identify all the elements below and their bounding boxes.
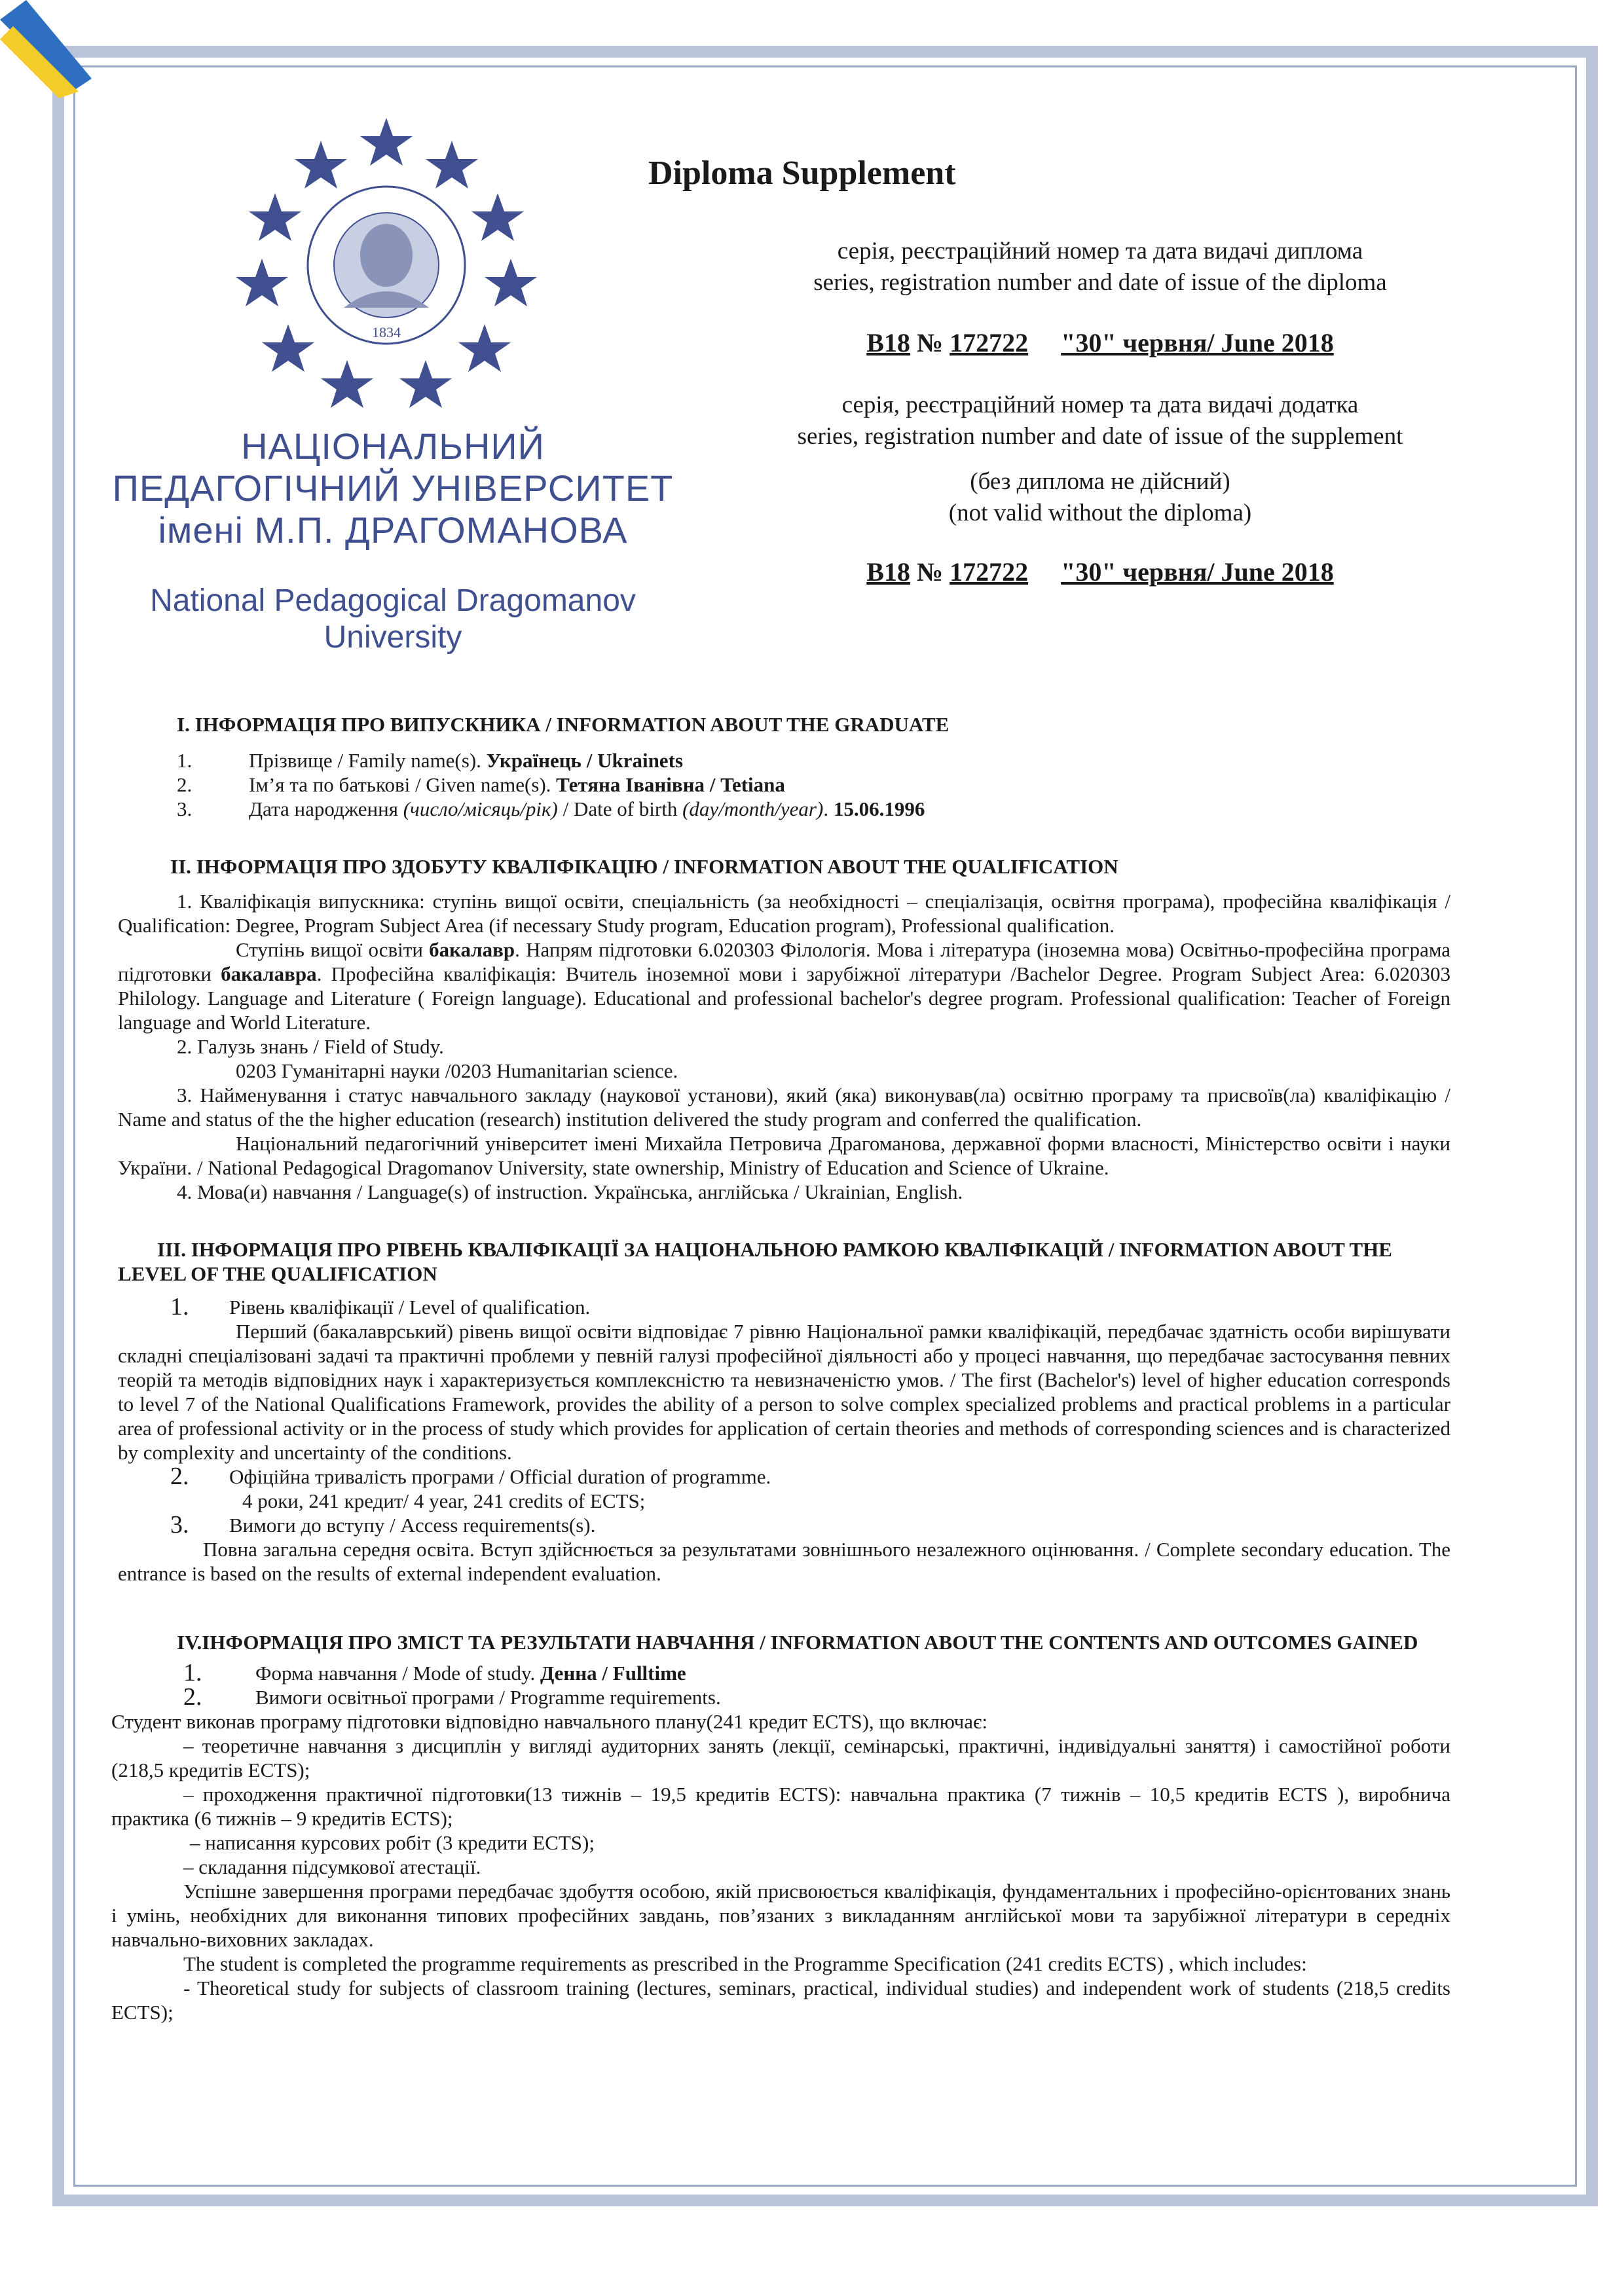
university-seal-icon [236, 111, 537, 412]
programme-outcome-en: The student is completed the programme requirements as prescribed in the Programme Specification (241 credits ECTS) , which includes: [183, 1952, 1307, 1975]
list-item: 3. Дата народження (число/місяць/рік) / Date of birth (day/month/year). 15.06.1996 [177, 797, 925, 820]
section-1-heading: I. ІНФОРМАЦІЯ ПРО ВИПУСКНИКА / INFORMATION ABOUT THE GRADUATE [177, 713, 950, 736]
list-item: 1. Форма навчання / Mode of study. Денна / Fulltime [183, 1659, 686, 1686]
field-of-study: 2. Галузь знань / Field of Study. [177, 1035, 444, 1058]
bullet-item: - Theoretical study for subjects of classroom training (lectures, seminars, practical, individual studies) and independent work of students (218,5 credits ECTS); [111, 1977, 1450, 2024]
section-1 [177, 712, 1421, 821]
section-2 [118, 854, 1450, 1204]
page-title: Diploma Supplement [648, 155, 956, 192]
diploma-reference-label: серія, реєстраційний номер та дата видачі диплома series, registration number and date of issue of the diploma [813, 238, 1387, 296]
ribbon-icon [0, 0, 98, 98]
university-name-en: National Pedagogical Dragomanov University [150, 583, 636, 655]
list-item: 3. Вимоги до вступу / Access requirements(s). [170, 1511, 596, 1539]
section-4-heading: IV.ІНФОРМАЦІЯ ПРО ЗМІСТ ТА РЕЗУЛЬТАТИ НАВЧАННЯ / INFORMATION ABOUT THE CONTENTS AND OUTCOMES GAINED [177, 1631, 1418, 1654]
svg-text:1834: 1834 [372, 324, 401, 340]
institution-paragraph: 3. Найменування і статус навчального закладу (наукової установи), який (яка) виконував(ла) освітню програму та присвоїв(ла) кваліфікацію / Name and status of the the higher education (research) institution delivered the study program and conferred the qualification. [118, 1084, 1450, 1131]
bullet-item: – проходження практичної підготовки(13 тижнів – 19,5 кредитів ECTS): навчальна практика (7 тижнів – 10,5 кредитів ECTS ), виробнича практика (6 тижнів – 9 кредитів ECTS); [111, 1783, 1450, 1830]
list-item: 2. Вимоги освітньої програми / Programme requirements. [183, 1683, 721, 1711]
duration-value: 4 роки, 241 кредит/ 4 year, 241 credits of ECTS; [242, 1489, 646, 1512]
list-item: 1. Рівень кваліфікації / Level of qualification. [170, 1293, 591, 1321]
qualification-paragraph: 1. Кваліфікація випускника: ступінь вищої освіти, спеціальність (за необхідності – спеціалізація, освітня програма), професійна кваліфікація / Qualification: Degree, Program Subject Area (if necessary Study program, Education program), Professional qualification. [118, 890, 1450, 937]
university-name-ua: НАЦІОНАЛЬНИЙ ПЕДАГОГІЧНИЙ УНІВЕРСИТЕТ імені М.П. ДРАГОМАНОВА [112, 426, 674, 551]
list-item: 2. Офіційна тривалість програми / Official duration of programme. [170, 1463, 771, 1490]
field-of-study-value: 0203 Гуманітарні науки /0203 Humanitarian science. [236, 1059, 678, 1082]
list-item: 1. Прізвище / Family name(s). Українець / Ukrainets [177, 749, 683, 772]
institution-value: Національний педагогічний університет імені Михайла Петровича Драгоманова, державної форми власності, Міністерство освіти і науки України. / National Pedagogical Dragomanov University, state ownership, Ministry of Education and Science of Ukraine. [118, 1132, 1450, 1179]
bullet-item: – теоретичне навчання з дисциплін у вигляді аудиторних занять (лекції, семінарські, практичні, індивідуальні заняття) і самостійної роботи (218,5 кредитів ECTS); [111, 1734, 1450, 1781]
bullet-item: – складання підсумкової атестації. [183, 1855, 481, 1878]
language-of-instruction: 4. Мова(и) навчання / Language(s) of instruction. Українська, англійська / Ukrainian, English. [177, 1180, 963, 1203]
list-item: 2. Ім’я та по батькові / Given name(s). Тетяна Іванівна / Tetiana [177, 773, 785, 796]
level-description: Перший (бакалаврський) рівень вищої освіти відповідає 7 рівню Національної рамки кваліфікацій, передбачає здатність особи вирішувати складні спеціалізовані задачі та практичні проблеми у певній галузі професійної діяльності або у процесі навчання, що передбачає застосування певних теорій та методів відповідних наук і характеризується комплексністю та невизначеністю умов. / The first (Bachelor's) level of higher education corresponds to level 7 of the National Qualifications Framework, provides the ability of a person to solve complex specialized problems and practical problems in a particular area of professional activity or in the process of study which provides for application of certain theories and methods of corresponding sciences and is characterized by complexity and uncertainty of the conditions. [118, 1320, 1450, 1464]
programme-intro: Студент виконав програму підготовки відповідно навчального плану(241 кредит ECTS), що включає: [111, 1710, 987, 1733]
access-requirements-value: Повна загальна середня освіта. Вступ здійснюється за результатами зовнішнього незалежного оцінювання. / Complete secondary education. The entrance is based on the results of external independent evaluation. [118, 1538, 1450, 1585]
section-3-heading: III. ІНФОРМАЦІЯ ПРО РІВЕНЬ КВАЛІФІКАЦІЇ ЗА НАЦІОНАЛЬНОЮ РАМКОЮ КВАЛІФІКАЦІЙ / INFORMATION ABOUT THE LEVEL OF THE QUALIFICATION [118, 1238, 1392, 1285]
supplement-registration: B18 № 172722 "30" червня/ June 2018 [866, 557, 1334, 587]
section-3 [118, 1237, 1450, 1586]
section-2-heading: II. ІНФОРМАЦІЯ ПРО ЗДОБУТУ КВАЛІФІКАЦІЮ / INFORMATION ABOUT THE QUALIFICATION [170, 855, 1118, 878]
degree-paragraph: Ступінь вищої освіти бакалавр. Напрям підготовки 6.020303 Філологія. Мова і література (іноземна мова) Освітньо-професійна програма підготовки бакалавра. Професійна кваліфікація: Вчитель іноземної мови і зарубіжної літератури /Bachelor Degree. Program Subject Area: 6.020303 Philology. Language and Literature ( Foreign language). Educational and professional bachelor's degree program. Professional qualification: Teacher of Foreign language and World Literature. [118, 938, 1450, 1034]
supplement-reference-label: серія, реєстраційний номер та дата видачі додатка series, registration number and date of issue of the supplement [797, 392, 1403, 450]
bullet-item: – написання курсових робіт (3 кредити ECTS); [190, 1831, 595, 1854]
diploma-registration: B18 № 172722 "30" червня/ June 2018 [866, 328, 1334, 357]
programme-outcome-ua: Успішне завершення програми передбачає здобуття особою, якій присвоюється кваліфікація, фундаментальних і професійно-орієнтованих знань і умінь, необхідних для виконання типових професійних завдань, пов’язаних з викладанням англійської мови та зарубіжної літератури в середніх навчально-виховних закладах. [111, 1880, 1450, 1951]
section-4 [111, 1630, 1450, 2024]
validity-note: (без диплома не дійсний) (not valid without the diploma) [948, 468, 1252, 526]
